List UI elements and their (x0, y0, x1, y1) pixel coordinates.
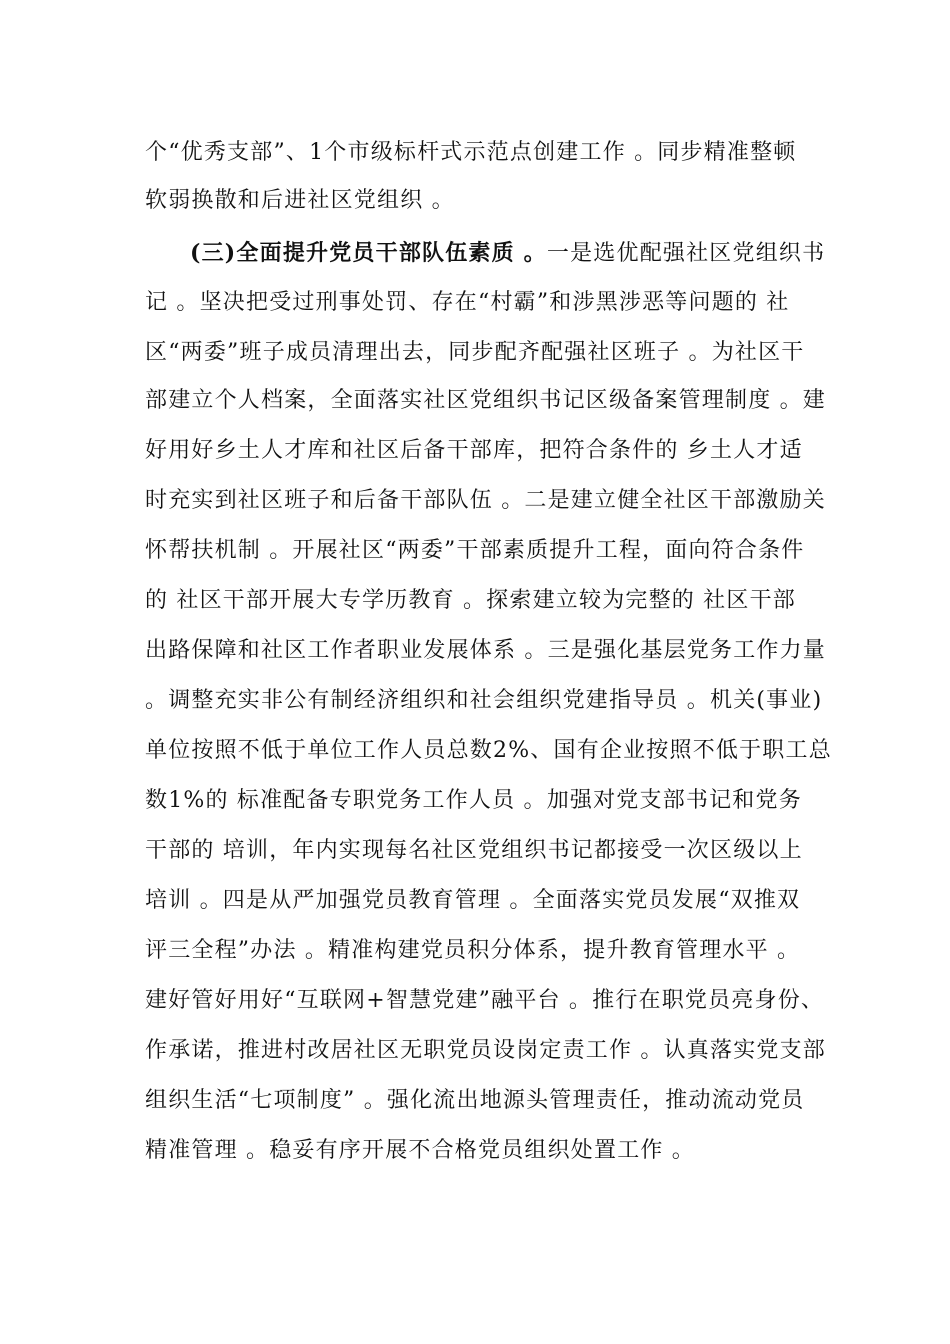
paragraph-line: 怀帮扶机制 。开展社区“两委”干部素质提升工程，面向符合条件 (145, 538, 805, 563)
paragraph-line: 建好管好用好“互联网+智慧党建”融平台 。推行在职党员亮身份、 (145, 988, 825, 1013)
paragraph-line: 好用好乡土人才库和社区后备干部库，把符合条件的 乡土人才适 (145, 438, 803, 463)
paragraph-line: 。调整充实非公有制经济组织和社会组织党建指导员 。机关(事业) (145, 688, 823, 713)
paragraph-line: 软弱换散和后进社区党组织 。 (145, 188, 455, 213)
paragraph-text: 一是选优配强社区党组织书 (546, 241, 826, 266)
section-heading: (三)全面提升党员干部队伍素质 。 (190, 240, 547, 266)
section-heading-line (190, 238, 826, 269)
paragraph-line: 部建立个人档案，全面落实社区党组织书记区级备案管理制度 。建 (145, 388, 826, 413)
paragraph-line: 单位按照不低于单位工作人员总数2%、国有企业按照不低于职工总 (145, 738, 832, 763)
paragraph-line: 评三全程”办法 。精准构建党员积分体系，提升教育管理水平 。 (145, 938, 801, 963)
paragraph-line: 个“优秀支部”、1个市级标杆式示范点创建工作 。同步精准整顿 (145, 140, 797, 165)
paragraph-line: 时充实到社区班子和后备干部队伍 。二是建立健全社区干部激励关 (145, 488, 826, 513)
paragraph-line: 干部的 培训，年内实现每名社区党组织书记都接受一次区级以上 (145, 838, 803, 863)
paragraph-line: 作承诺，推进村改居社区无职党员设岗定责工作 。认真落实党支部 (145, 1038, 826, 1063)
paragraph-line: 培训 。四是从严加强党员教育管理 。全面落实党员发展“双推双 (145, 888, 801, 913)
paragraph-line: 的 社区干部开展大专学历教育 。探索建立较为完整的 社区干部 (145, 588, 796, 613)
paragraph-line: 组织生活“七项制度” 。强化流出地源头管理责任，推动流动党员 (145, 1088, 805, 1113)
paragraph-line: 区“两委”班子成员清理出去，同步配齐配强社区班子 。为社区干 (145, 340, 805, 365)
paragraph-line: 数1%的 标准配备专职党务工作人员 。加强对党支部书记和党务 (145, 788, 802, 813)
paragraph-line: 精准管理 。稳妥有序开展不合格党员组织处置工作 。 (145, 1138, 695, 1163)
paragraph-line: 出路保障和社区工作者职业发展体系 。三是强化基层党务工作力量 (145, 638, 826, 663)
paragraph-line: 记 。坚决把受过刑事处罚、存在“村霸”和涉黑涉恶等问题的 社 (145, 290, 790, 315)
